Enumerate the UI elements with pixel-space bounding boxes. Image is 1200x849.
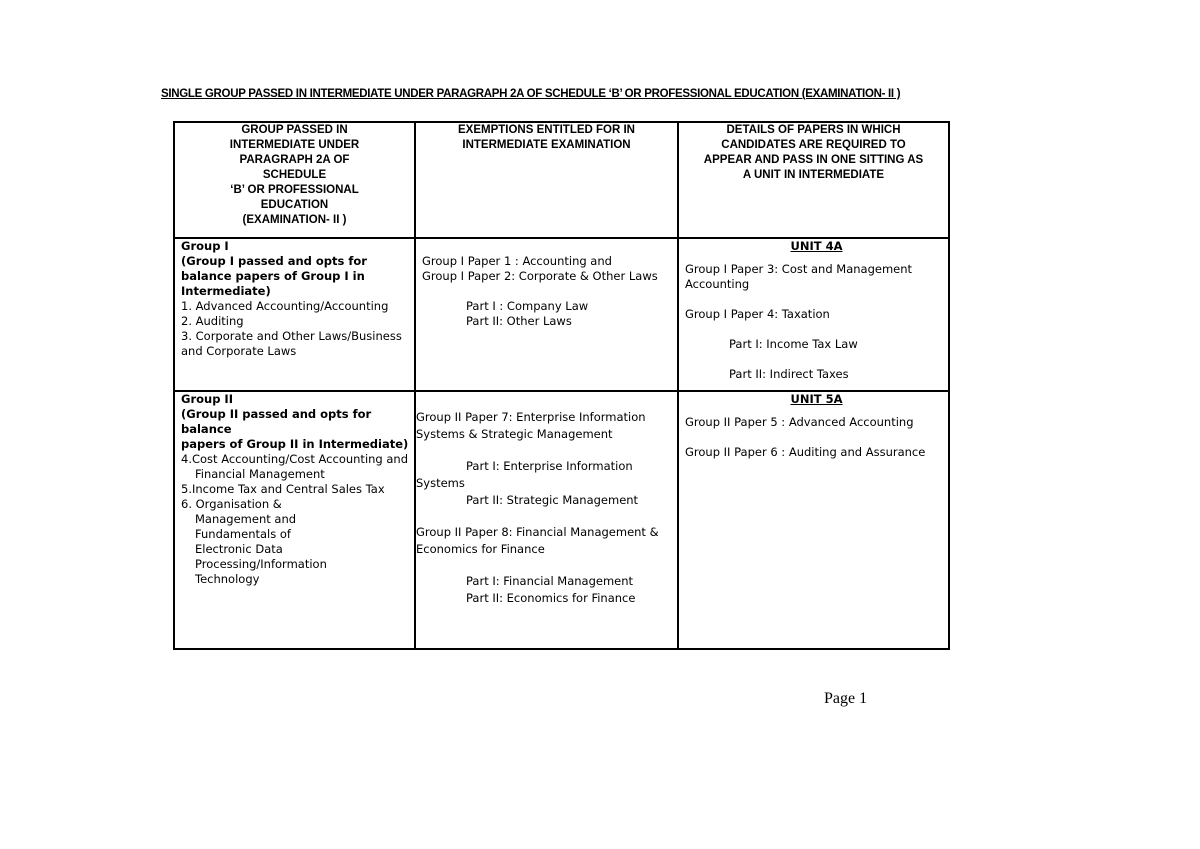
group-2-title: Group II — [181, 392, 233, 406]
header-details: DETAILS OF PAPERS IN WHICH CANDIDATES ARE REQUIRED TO APPEAR AND PASS IN ONE SITTING AS A UNIT IN INTERMEDIATE — [678, 122, 949, 238]
page-number: Page 1 — [824, 690, 868, 707]
document-title: SINGLE GROUP PASSED IN INTERMEDIATE UNDER PARAGRAPH 2A OF SCHEDULE ‘B’ OR PROFESSIONAL EDUCATION (EXAMINATION- II ) — [161, 88, 901, 100]
header-row — [174, 122, 949, 238]
group-2-cell: Group II (Group II passed and opts for balance papers of Group II in Intermediate) 4.Cost Accounting/Cost Accounting and Financial Management 5.Income Tax and Central Sales Tax 6. Organisation & Management and Fundamentals of Electronic Data Processing/Information Technology — [174, 391, 415, 649]
group-1-exemptions-cell: Group I Paper 1 : Accounting and Group I Paper 2: Corporate & Other Laws Part I : Company Law Part II: Other Laws — [415, 238, 678, 391]
header-exemptions: EXEMPTIONS ENTITLED FOR IN INTERMEDIATE EXAMINATION — [415, 122, 678, 238]
table-row-group-2 — [174, 391, 949, 649]
group-1-title: Group I — [181, 239, 229, 253]
unit-5a-label: UNIT 5A — [790, 392, 843, 406]
unit-5a-cell: UNIT 5A Group II Paper 5 : Advanced Accounting Group II Paper 6 : Auditing and Assurance — [678, 391, 949, 649]
group-1-cell: Group I (Group I passed and opts for balance papers of Group I in Intermediate) 1. Advanced Accounting/Accounting 2. Auditing 3. Corporate and Other Laws/Business and Corporate Laws — [174, 238, 415, 391]
group-2-exemptions-cell: Group II Paper 7: Enterprise Information Systems & Strategic Management Part I: Enterprise Information Systems Part II: Strategic Management Group II Paper 8: Financial Management & Economics for Finance Part I: Financial Management Part II: Economics for Finance — [415, 391, 678, 649]
header-group-passed: GROUP PASSED IN INTERMEDIATE UNDER PARAGRAPH 2A OF SCHEDULE ‘B’ OR PROFESSIONAL EDUCATION (EXAMINATION- II ) — [174, 122, 415, 238]
exemptions-table — [173, 121, 950, 650]
table-row-group-1 — [174, 238, 949, 391]
unit-4a-cell: UNIT 4A Group I Paper 3: Cost and Management Accounting Group I Paper 4: Taxation Part I: Income Tax Law Part II: Indirect Taxes — [678, 238, 949, 391]
unit-4a-label: UNIT 4A — [790, 239, 843, 253]
